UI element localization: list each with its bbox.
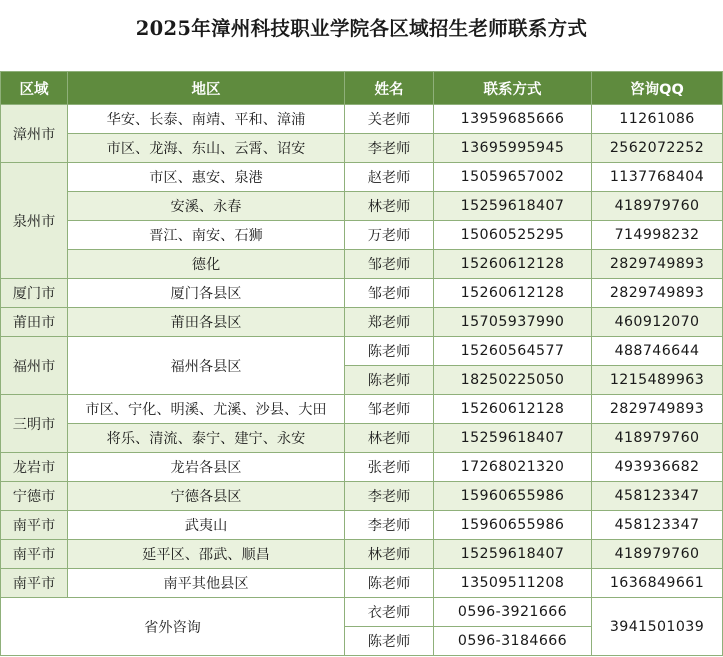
table-row — [1, 511, 723, 540]
area-cell: 厦门各县区 — [68, 279, 345, 308]
phone-cell: 17268021320 — [434, 453, 592, 482]
area-cell: 福州各县区 — [68, 337, 345, 395]
name-cell: 赵老师 — [345, 163, 434, 192]
name-cell: 李老师 — [345, 482, 434, 511]
name-cell: 陈老师 — [345, 337, 434, 366]
qq-cell: 418979760 — [592, 424, 723, 453]
area-cell: 晋江、南安、石狮 — [68, 221, 345, 250]
page-title: 2025年漳州科技职业学院各区域招生老师联系方式 — [135, 17, 588, 40]
header-phone: 联系方式 — [434, 72, 592, 105]
phone-cell: 0596-3921666 — [434, 598, 592, 627]
table-row — [1, 250, 723, 279]
qq-cell: 1636849661 — [592, 569, 723, 598]
name-cell: 陈老师 — [345, 627, 434, 656]
table-row — [1, 395, 723, 424]
table-row — [1, 221, 723, 250]
header-region: 区域 — [1, 72, 68, 105]
qq-cell: 2829749893 — [592, 250, 723, 279]
phone-cell: 15260612128 — [434, 395, 592, 424]
qq-cell: 2829749893 — [592, 279, 723, 308]
table-row — [1, 308, 723, 337]
qq-cell: 458123347 — [592, 511, 723, 540]
phone-cell: 15259618407 — [434, 540, 592, 569]
phone-cell: 15260612128 — [434, 250, 592, 279]
region-cell: 三明市 — [1, 395, 68, 453]
name-cell: 郑老师 — [345, 308, 434, 337]
phone-cell: 15260564577 — [434, 337, 592, 366]
name-cell: 邹老师 — [345, 250, 434, 279]
name-cell: 李老师 — [345, 511, 434, 540]
table-row — [1, 569, 723, 598]
area-cell: 莆田各县区 — [68, 308, 345, 337]
phone-cell: 15705937990 — [434, 308, 592, 337]
table-row — [1, 134, 723, 163]
name-cell: 林老师 — [345, 424, 434, 453]
name-cell: 衣老师 — [345, 598, 434, 627]
area-cell: 市区、宁化、明溪、尤溪、沙县、大田 — [68, 395, 345, 424]
name-cell: 林老师 — [345, 192, 434, 221]
table-row — [1, 598, 723, 627]
phone-cell: 15259618407 — [434, 192, 592, 221]
area-cell: 市区、惠安、泉港 — [68, 163, 345, 192]
qq-cell: 418979760 — [592, 540, 723, 569]
area-cell: 将乐、清流、泰宁、建宁、永安 — [68, 424, 345, 453]
qq-cell: 460912070 — [592, 308, 723, 337]
table-row — [1, 424, 723, 453]
area-cell: 安溪、永春 — [68, 192, 345, 221]
region-cell: 厦门市 — [1, 279, 68, 308]
qq-cell: 714998232 — [592, 221, 723, 250]
phone-cell: 13509511208 — [434, 569, 592, 598]
region-cell: 南平市 — [1, 569, 68, 598]
name-cell: 关老师 — [345, 105, 434, 134]
area-cell: 华安、长泰、南靖、平和、漳浦 — [68, 105, 345, 134]
qq-cell: 418979760 — [592, 192, 723, 221]
header-qq: 咨询QQ — [592, 72, 723, 105]
phone-cell: 13959685666 — [434, 105, 592, 134]
table-row — [1, 163, 723, 192]
region-cell: 南平市 — [1, 511, 68, 540]
qq-cell: 458123347 — [592, 482, 723, 511]
qq-cell: 1137768404 — [592, 163, 723, 192]
header-name: 姓名 — [345, 72, 434, 105]
phone-cell: 15259618407 — [434, 424, 592, 453]
phone-cell: 18250225050 — [434, 366, 592, 395]
phone-cell: 0596-3184666 — [434, 627, 592, 656]
table-row — [1, 337, 723, 366]
region-cell: 南平市 — [1, 540, 68, 569]
phone-cell: 15260612128 — [434, 279, 592, 308]
name-cell: 陈老师 — [345, 366, 434, 395]
outside-label-cell: 省外咨询 — [1, 598, 345, 656]
phone-cell: 15960655986 — [434, 482, 592, 511]
name-cell: 林老师 — [345, 540, 434, 569]
area-cell: 龙岩各县区 — [68, 453, 345, 482]
table-row — [1, 540, 723, 569]
qq-cell: 488746644 — [592, 337, 723, 366]
name-cell: 陈老师 — [345, 569, 434, 598]
table-row — [1, 105, 723, 134]
table-row — [1, 192, 723, 221]
table-header-row — [1, 72, 723, 105]
phone-cell: 15060525295 — [434, 221, 592, 250]
region-cell: 宁德市 — [1, 482, 68, 511]
contact-table — [0, 71, 723, 656]
phone-cell: 15059657002 — [434, 163, 592, 192]
name-cell: 李老师 — [345, 134, 434, 163]
header-area: 地区 — [68, 72, 345, 105]
name-cell: 万老师 — [345, 221, 434, 250]
name-cell: 邹老师 — [345, 395, 434, 424]
phone-cell: 15960655986 — [434, 511, 592, 540]
region-cell: 龙岩市 — [1, 453, 68, 482]
name-cell: 张老师 — [345, 453, 434, 482]
qq-cell: 2829749893 — [592, 395, 723, 424]
region-cell: 莆田市 — [1, 308, 68, 337]
qq-cell: 11261086 — [592, 105, 723, 134]
area-cell: 南平其他县区 — [68, 569, 345, 598]
area-cell: 德化 — [68, 250, 345, 279]
phone-cell: 13695995945 — [434, 134, 592, 163]
qq-cell: 2562072252 — [592, 134, 723, 163]
table-row — [1, 279, 723, 308]
name-cell: 邹老师 — [345, 279, 434, 308]
qq-cell: 493936682 — [592, 453, 723, 482]
area-cell: 宁德各县区 — [68, 482, 345, 511]
area-cell: 市区、龙海、东山、云霄、诏安 — [68, 134, 345, 163]
region-cell: 漳州市 — [1, 105, 68, 163]
qq-cell: 3941501039 — [592, 598, 723, 656]
table-row — [1, 453, 723, 482]
area-cell: 延平区、邵武、顺昌 — [68, 540, 345, 569]
qq-cell: 1215489963 — [592, 366, 723, 395]
table-row — [1, 482, 723, 511]
area-cell: 武夷山 — [68, 511, 345, 540]
region-cell: 福州市 — [1, 337, 68, 395]
region-cell: 泉州市 — [1, 163, 68, 279]
